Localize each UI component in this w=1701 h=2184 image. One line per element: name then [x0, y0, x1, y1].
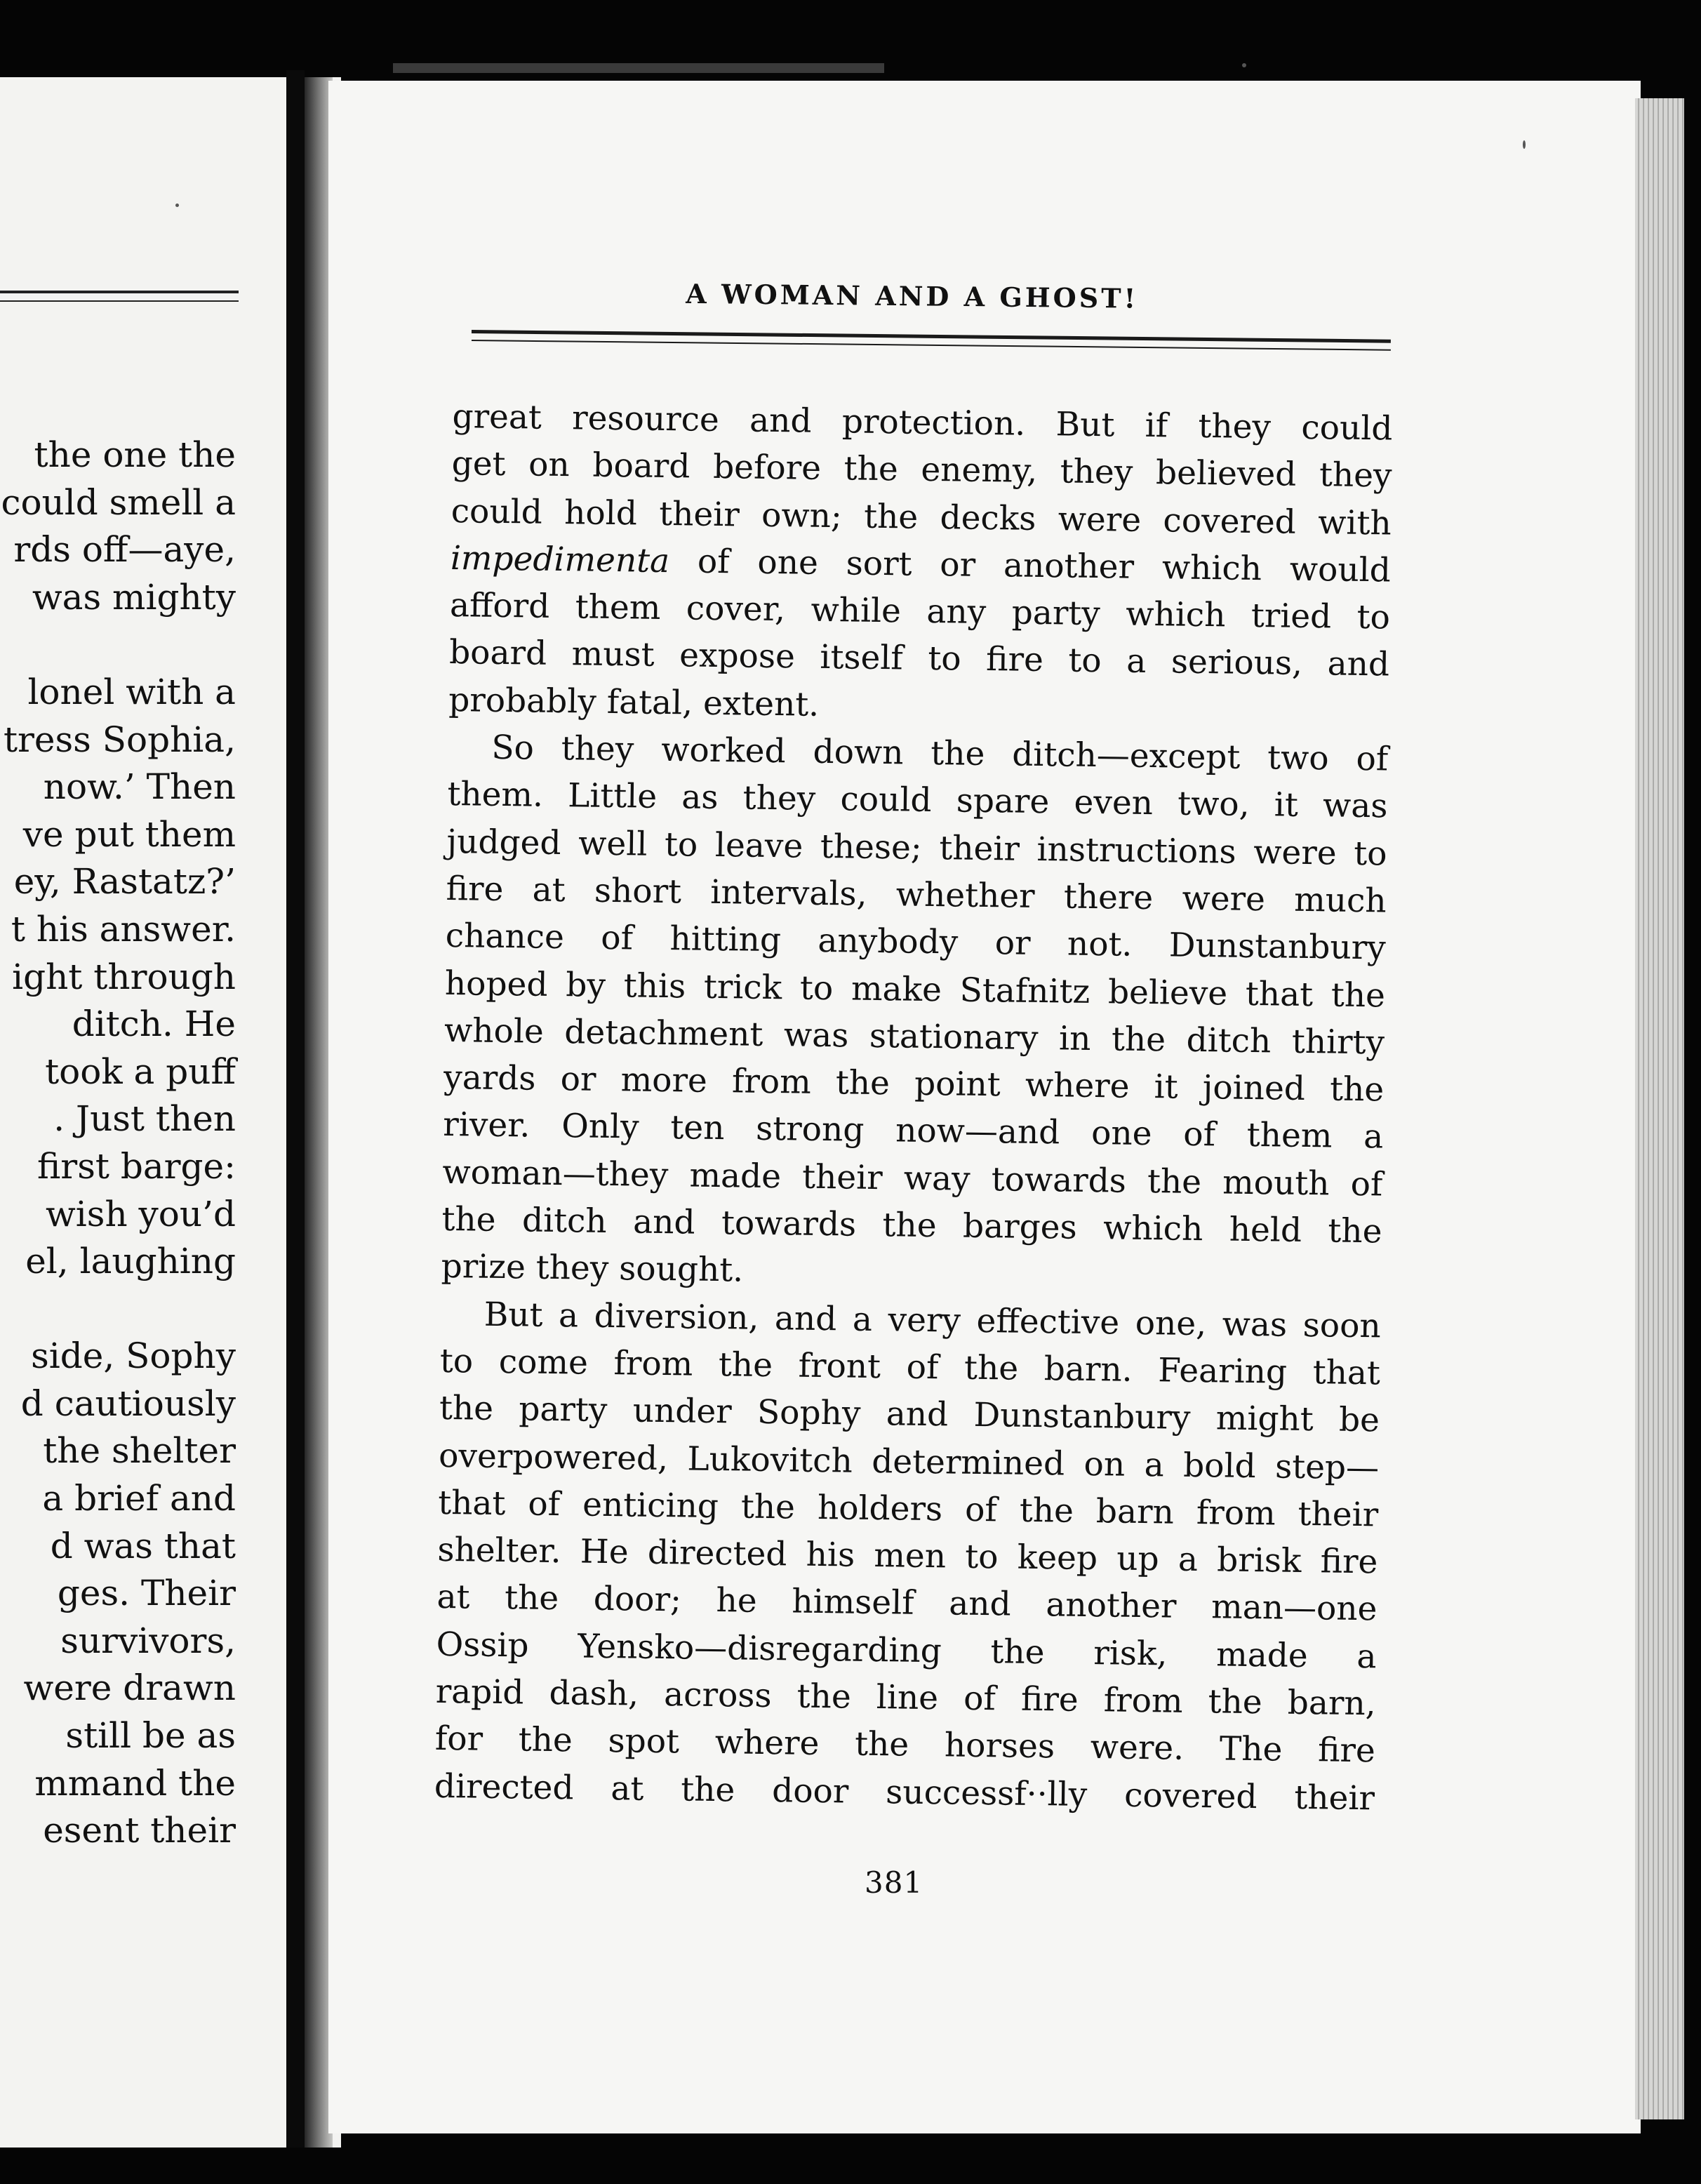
text-line: the party under Sophy and Dunstanbury might be [439, 1389, 1380, 1440]
text-line: fire at short intervals, whether there were much [446, 869, 1387, 921]
text-line: chance of hitting anybody or not. Dunstanbury [445, 917, 1387, 968]
text-line: yards or more from the point where it joined the [443, 1058, 1385, 1110]
text-line: could hold their own; the decks were covered with [451, 491, 1392, 543]
text-line: get on board before the enemy, they believed they [451, 444, 1392, 495]
left-text-line: a brief and [42, 1478, 236, 1519]
left-text-line [0, 621, 236, 669]
text-line: rapid dash, across the line of fire from the barn, [435, 1672, 1377, 1724]
book-gutter [286, 70, 305, 2148]
text-line: overpowered, Lukovitch determined on a bold step— [438, 1436, 1380, 1487]
text-line: for the spot where the horses were. The fire [434, 1719, 1376, 1771]
body-text [434, 393, 1393, 1822]
left-text-line: ve put them [22, 813, 236, 855]
text-line: board must expose itself to fire to a serious, and [448, 633, 1390, 684]
left-text-line: still be as [65, 1715, 236, 1757]
left-head-rule [0, 291, 239, 293]
left-text-line: ight through [12, 956, 236, 997]
left-text-line: first barge: [36, 1145, 236, 1187]
left-text-line: could smell a [1, 481, 236, 523]
page-number: 381 [865, 1865, 923, 1900]
left-text-line: was mighty [32, 576, 236, 618]
text-line: woman—they made their way towards the mouth of [442, 1152, 1383, 1204]
left-text-line: . Just then [53, 1098, 236, 1140]
left-text-line: lonel with a [27, 671, 236, 712]
text-line: prize they sought. [441, 1247, 744, 1290]
running-head: A WOMAN AND A GHOST! [686, 277, 1139, 314]
text-run: of one sort or another which would [669, 541, 1392, 590]
top-edge-shadow [393, 63, 884, 73]
left-text-line: d cautiously [20, 1383, 236, 1424]
text-line: that of enticing the holders of the barn from their [437, 1483, 1379, 1535]
left-text-line: tress Sophia, [3, 719, 236, 760]
left-text-line: mmand the [34, 1762, 236, 1804]
left-text-line: took a puff [45, 1051, 236, 1092]
text-line: river. Only ten strong now—and one of them a [442, 1105, 1384, 1157]
text-line: great resource and protection. But if they could [452, 397, 1393, 448]
page-edges [1635, 98, 1684, 2119]
text-line: But a diversion, and a very effective one, was soon [483, 1295, 1382, 1346]
left-text-line: the one the [34, 434, 236, 475]
text-line: the ditch and towards the barges which held the [441, 1199, 1382, 1251]
text-line: afford them cover, while any party which tried to [449, 586, 1391, 637]
left-text-line: wish you’d [46, 1193, 236, 1234]
text-line: Ossip Yensko—disregarding the risk, made a [436, 1625, 1377, 1677]
text-line: whole detachment was stationary in the ditch thirty [443, 1011, 1385, 1063]
text-line: directed at the door successf··lly covered their [434, 1766, 1375, 1818]
text-line: to come from the front of the barn. Fearing that [439, 1341, 1381, 1393]
text-line: hoped by this trick to make Stafnitz believe that the [444, 964, 1386, 1016]
left-text-line: esent their [43, 1810, 236, 1851]
text-line: at the door; he himself and another man—one [436, 1578, 1378, 1629]
scan-speck [1242, 63, 1246, 67]
left-text-line [0, 1286, 236, 1333]
left-text-line: the shelter [43, 1430, 236, 1472]
left-text-line: were drawn [23, 1667, 236, 1709]
left-text-line: survivors, [60, 1620, 236, 1661]
scan-speck [175, 204, 179, 207]
text-line: them. Little as they could spare even two, it was [447, 775, 1388, 826]
left-text-line: ey, Rastatz?’ [13, 861, 236, 903]
left-text-line: ges. Their [57, 1573, 236, 1614]
text-line: judged well to leave these; their instructions were to [446, 822, 1387, 874]
left-text-line: side, Sophy [31, 1336, 236, 1377]
left-page-text [0, 432, 236, 1855]
text-line: So they worked down the ditch—except two of [491, 728, 1389, 779]
text-line: shelter. He directed his men to keep up a brisk fire [437, 1530, 1378, 1582]
left-text-line: now.’ Then [43, 766, 236, 808]
italic-word: impedimenta [450, 538, 670, 580]
left-head-rule-thin [0, 300, 239, 302]
text-line: probably fatal, extent. [448, 680, 820, 724]
left-text-line: ditch. He [72, 1004, 236, 1045]
left-text-line: el, laughing [25, 1241, 236, 1282]
scan-speck [1523, 140, 1526, 149]
left-text-line: t his answer. [11, 908, 236, 950]
left-text-line: d was that [50, 1525, 236, 1566]
left-text-line: rds off—aye, [13, 529, 236, 571]
